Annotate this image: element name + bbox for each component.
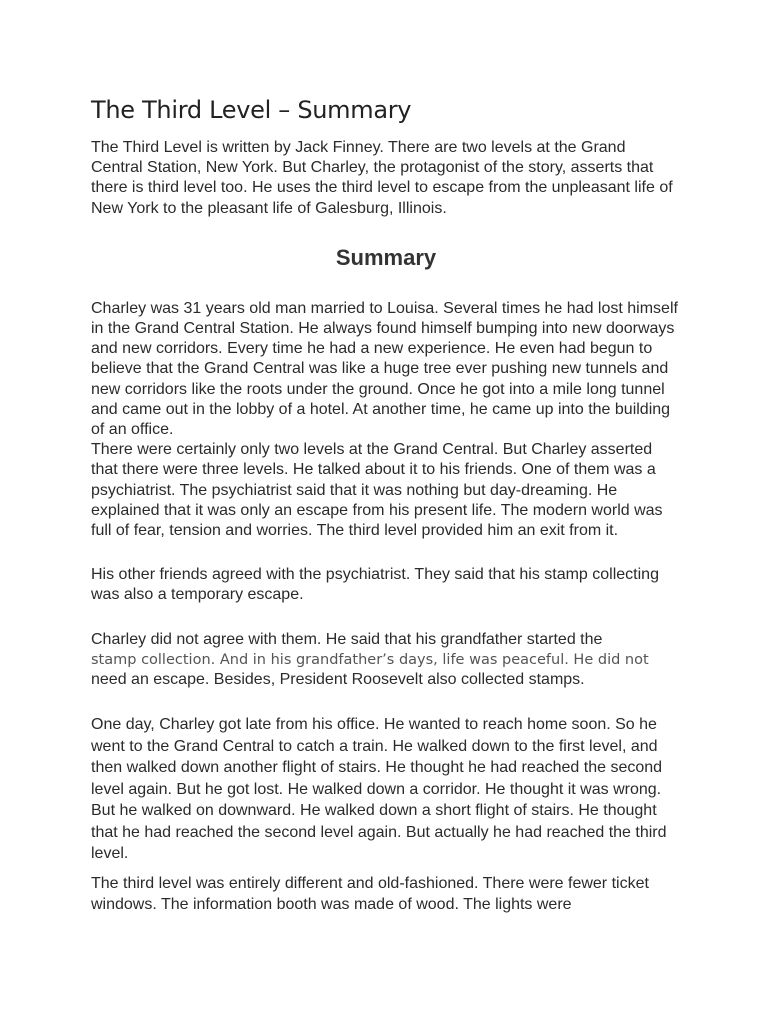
paragraph-3: His other friends agreed with the psychiatrist. They said that his stamp collecting was also a temporary escape. [91, 566, 659, 604]
paragraph-1: Charley was 31 years old man married to Louisa. Several times he had lost himself in the Grand Central Station. He always found himself bumping into new doorways and new corridors. Every time he had a new experience. He even had begun to believe that the Grand Central was like a huge tree ever pushing new tunnels and new corridors like the roots under the ground. Once he got into a mile long tunnel and came out in the lobby of a hotel. At another time, he came up into the building of an office. [91, 299, 678, 439]
document-title: The Third Level – Summary [91, 96, 412, 124]
paragraph-4 [91, 630, 681, 691]
section-heading-summary: Summary [335, 244, 437, 270]
paragraph-4-part-a: Charley did not agree with them. He said that his grandfather started the [91, 630, 603, 648]
paragraph-4-part-c: need an escape. Besides, President Roosevelt also collected stamps. [91, 671, 585, 689]
paragraph-2: There were certainly only two levels at the Grand Central. But Charley asserted that there were three levels. He talked about it to his friends. One of them was a psychiatrist. The psychiatrist said that it was nothing but day-dreaming. He explained that it was only an escape from his present life. The modern world was full of fear, tension and worries. The third level provided him an exit from it. [91, 441, 663, 540]
paragraph-6: The third level was entirely different and old-fashioned. There were fewer ticket windows. The information booth was made of wood. The lights were [91, 874, 649, 913]
document-page [91, 94, 681, 915]
paragraph-5: One day, Charley got late from his office. He wanted to reach home soon. So he went to the Grand Central to catch a train. He walked down to the first level, and then walked down another flight of stairs. He thought he had reached the second level again. But he got lost. He walked down a corridor. He thought it was wrong. But he walked on downward. He walked down a short flight of stairs. He thought that he had reached the second level again. But actually he had reached the third level. [91, 716, 667, 863]
paragraph-4-part-b: stamp collection. And in his grandfather’s days, life was peaceful. He did not [91, 651, 649, 668]
intro-paragraph: The Third Level is written by Jack Finney. There are two levels at the Grand Central Station, New York. But Charley, the protagonist of the story, asserts that there is third level too. He uses the third level to escape from the unpleasant life of New York to the pleasant life of Galesburg, Illinois. [91, 139, 673, 217]
